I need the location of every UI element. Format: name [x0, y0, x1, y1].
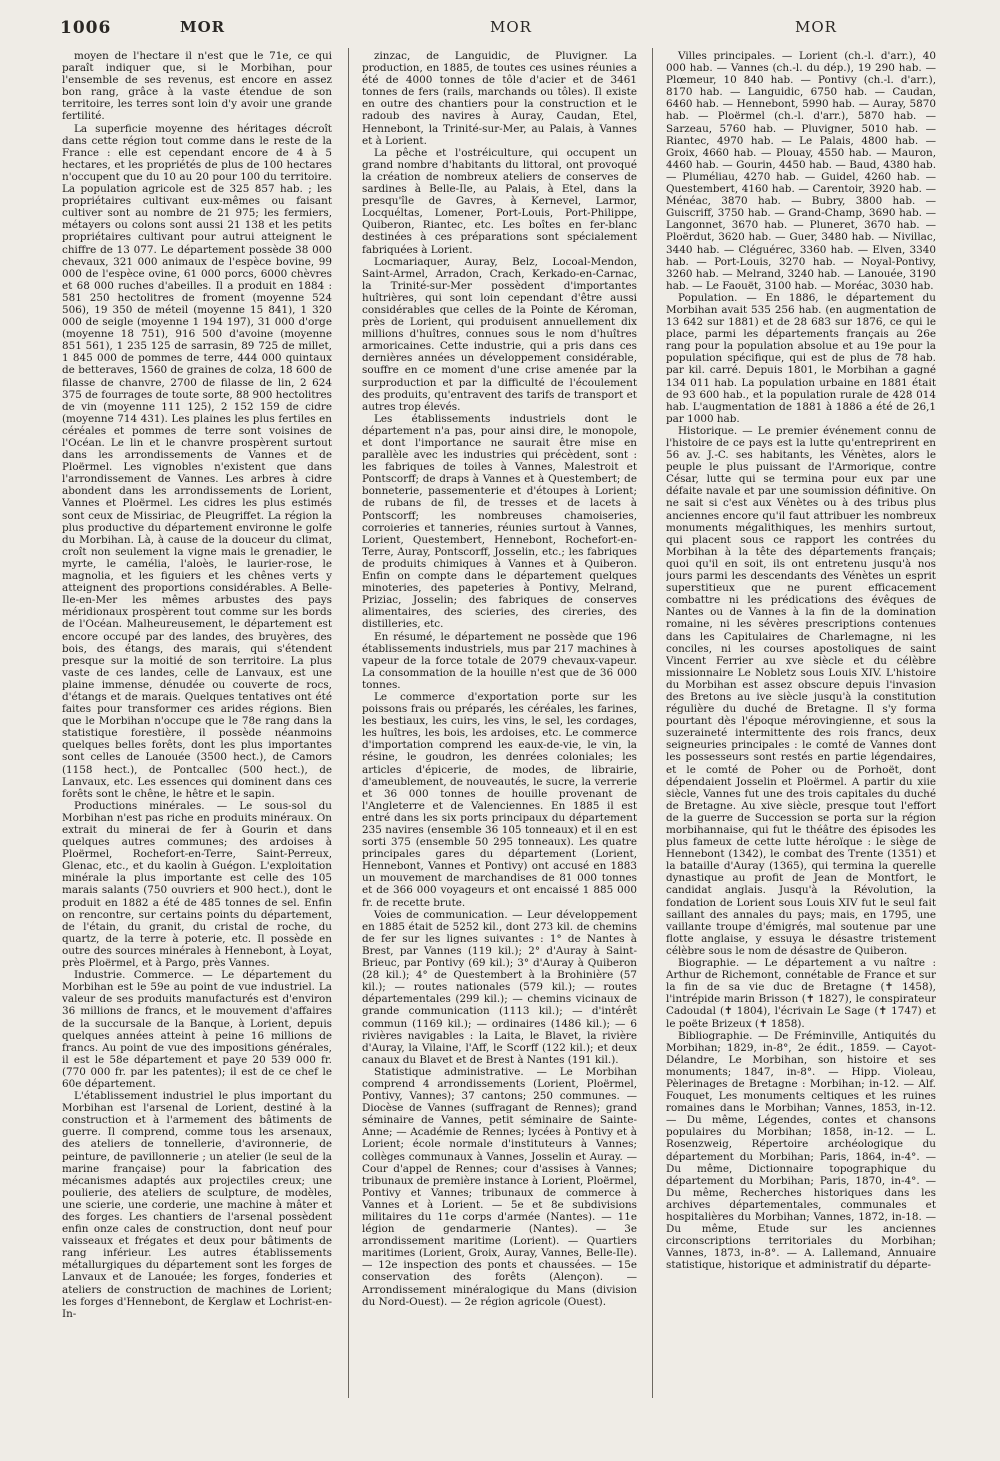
running-head-left: MOR — [180, 18, 226, 36]
paragraph: Le commerce d'exportation porte sur les poissons frais ou préparés, les céréales, les farines, les bestiaux, les cuirs, les vins, le sel, les cordages, les huîtres, les bois, les ardoises, etc. Le commerce d'importation comprend les eaux-de-vie, le vin, la résine, le goudron, les denrées coloniales; les articles d'épicerie, de modes, de librairie, d'ameublement, de nouveautés, le sucre, la verrerie et 36 000 tonnes de houille provenant de l'Angleterre et de Valenciennes. En 1885 il est entré dans les six ports principaux du département 235 navires (ensemble 36 105 tonneaux) et il en est sorti 375 (ensemble 50 295 tonneaux). Les quatre principales gares du département (Lorient, Hennebont, Vannes et Pontivy) ont accusé en 1883 un mouvement de marchandises de 81 000 tonnes et de 366 000 voyageurs et ont encaissé 1 885 000 fr. de recette brute. — [362, 690, 637, 909]
paragraph: L'établissement industriel le plus important du Morbihan est l'arsenal de Lorient, destiné à la construction et à l'armement des bâtiments de guerre. Il comprend, comme tous les arsenaux, des ateliers de tonnellerie, d'avironnerie, de peinture, de pavillonnerie ; un atelier (le seul de la marine française) pour la fabrication des mécanismes adaptés aux projectiles creux; une poulierie, des ateliers de sculpture, de modèles, une scierie, une corderie, une machine à mâter et des forges. Les chantiers de l'arsenal possèdent enfin onze cales de construction, dont neuf pour vaisseaux et frégates et deux pour bâtiments de rang inférieur. Les autres établissements métallurgiques du département sont les forges de Lanvaux et de Lanouée; les forges, fonderies et ateliers de construction de machines de Lorient; les forges d'Hennebont, de Kerglaw et Lochrist-en-In- — [62, 1090, 332, 1320]
paragraph: Les établissements industriels dont le département n'a pas, pour ainsi dire, le monopole, et dont l'importance ne saurait être mise en parallèle avec les industries qui précèdent, sont : les fabriques de toiles à Vannes, Malestroit et Pontscorff; de draps à Vannes et à Questembert; de bonneterie, passementerie et d'étoupes à Lorient; de rubans de fil, de tresses et de lacets à Pontscorff; les nombreuses chamoiseries, corroieries et tanneries, réunies surtout à Vannes, Lorient, Questembert, Hennebont, Rochefort-en-Terre, Auray, Pontscorff, Josselin, etc.; les fabriques de produits chimiques à Vannes et à Quiberon. Enfin on compte dans le département quelques minoteries, des papeteries à Pontivy, Melrand, Priziac, Josselin; des fabriques de conserves alimentaires, des scieries, des cireries, des distilleries, etc. — [362, 412, 637, 631]
paragraph: En résumé, le département ne possède que 196 établissements industriels, mus par 217 machines à vapeur de la force totale de 2079 chevaux-vapeur. La consommation de la houille n'est que de 36 000 tonnes. — [362, 630, 637, 691]
paragraph: Bibliographie. — De Fréminville, Antiquités du Morbihan; 1829, in-8°, 2e édit., 1859. — Cayot-Délandre, Le Morbihan, son histoire et ses monuments; 1847, in-8°. — Hipp. Violeau, Pèlerinages de Bretagne : Morbihan; in-12. — Alf. Fouquet, Les monuments celtiques et les ruines romaines dans le Morbihan; Vannes, 1853, in-12. — Du même, Légendes, contes et chansons populaires du Morbihan; 1858, in-12. — L. Rosenzweig, Répertoire archéologique du département du Morbihan; Paris, 1864, in-4°. — Du même, Dictionnaire topographique du département du Morbihan; Paris, 1870, in-4°. — Du même, Recherches historiques dans les archives départementales, communales et hospitalières du Morbihan; Vannes, 1872, in-18. — Du même, Etude sur les anciennes circonscriptions territoriales du Morbihan; Vannes, 1873, in-8°. — A. Lallemand, Annuaire statistique, historique et administratif du départe- — [666, 1029, 936, 1272]
paragraph: Locmariaquer, Auray, Belz, Locoal-Mendon, Saint-Armel, Arradon, Crach, Kerkado-en-Carnac, la Trinité-sur-Mer possèdent d'importantes huîtrières, qui sont loin cependant d'être aussi considérables que celles de la Pointe de Kéroman, près de Lorient, qui produisent annuellement dix millions d'huîtres, connues sous le nom d'huîtres armoricaines. Cette industrie, qui a pris dans ces dernières années un développement considérable, souffre en ce moment d'une crise amenée par la surproduction et par la difficulté de l'écoulement des produits, qu'entravent des tarifs de transport et autres trop élevés. — [362, 255, 637, 413]
text-column-1 — [62, 50, 332, 1440]
text-column-2 — [362, 50, 637, 1440]
paragraph: Statistique administrative. — Le Morbihan comprend 4 arrondissements (Lorient, Ploërmel, Pontivy, Vannes); 37 cantons; 250 communes. — Diocèse de Vannes (suffragant de Rennes); grand séminaire de Vannes, petit séminaire de Sainte-Anne; — Académie de Rennes; lycées à Pontivy et à Lorient; école normale d'instituteurs à Vannes; collèges communaux à Vannes, Josselin et Auray. — Cour d'appel de Rennes; cour d'assises à Vannes; tribunaux de première instance à Lorient, Ploërmel, Pontivy et Vannes; tribunaux de commerce à Vannes et à Lorient. — 5e et 8e subdivisions militaires du 11e corps d'armée (Nantes). — 11e légion de gendarmerie (Nantes). — 3e arrondissement maritime (Lorient). — Quartiers maritimes (Lorient, Groix, Auray, Vannes, Belle-Ile). — 12e inspection des ponts et chaussées. — 15e conservation des forêts (Alençon). — Arrondissement minéralogique du Mans (division du Nord-Ouest). — 2e région agricole (Ouest). — [362, 1065, 637, 1308]
paragraph: Voies de communication. — Leur développement en 1885 était de 5252 kil., dont 273 kil. de chemins de fer sur les lignes suivantes : 1° de Nantes à Brest, par Vannes (119 kil.); 2° d'Auray à Saint-Brieuc, par Pontivy (69 kil.); 3° d'Auray à Quiberon (28 kil.); 4° de Questembert à la Brohinière (57 kil.); — routes nationales (579 kil.); — routes départementales (299 kil.); — chemins vicinaux de grande communication (1113 kil.); — d'intérêt commun (1169 kil.); — ordinaires (1486 kil.); — 6 rivières navigables : la Laita, le Blavet, la rivière d'Auray, la Vilaine, l'Aff, le Scorff (122 kil.); et deux canaux du Blavet et de Brest à Nantes (191 kil.). — [362, 908, 637, 1066]
paragraph: Industrie. Commerce. — Le département du Morbihan est le 59e au point de vue industriel. La valeur de ses produits manufacturés est d'environ 36 millions de francs, et le mouvement d'affaires de la succursale de la Banque, à Lorient, depuis quelques années atteint à peine 16 millions de francs. Au point de vue des impositions générales, il est le 58e département et paye 20 539 000 fr. (770 000 fr. par les patentes); il est de ce chef le 60e département. — [62, 969, 332, 1090]
paragraph: La pêche et l'ostréiculture, qui occupent un grand nombre d'habitants du littoral, ont provoqué la création de nombreux ateliers de conserves de sardines à Belle-Ile, au Palais, à Etel, dans la presqu'île de Gavres, à Kernevel, Larmor, Locquéltas, Lomener, Port-Louis, Port-Philippe, Quiberon, Riantec, etc. Les boîtes en fer-blanc destinées à ces préparations sont spécialement fabriquées à Lorient. — [362, 146, 637, 256]
text-column-3 — [666, 50, 936, 1440]
column-rule — [652, 48, 653, 1398]
running-head-center: MOR — [490, 18, 532, 36]
paragraph: Historique. — Le premier événement connu de l'histoire de ce pays est la lutte qu'entreprirent en 56 av. J.-C. ses habitants, les Vénètes, alors le peuple le plus puissant de l'Armorique, contre César, lutte qui se termina pour eux par une défaite navale et par une soumission définitive. On ne sait si c'est aux Vénètes ou à des tribus plus anciennes encore qu'il faut attribuer les nombreux monuments mégalithiques, les menhirs surtout, qui placent sous ce rapport les contrées du Morbihan à la tête des départements français; quoi qu'il en soit, ils ont entretenu jusqu'à nos jours parmi les descendants des Vénètes un esprit superstitieux que ne purent efficacement combattre ni les prédications des évêques de Nantes ou de Vannes à la fin de la domination romaine, ni les sévères prescriptions contenues dans les Capitulaires de Charlemagne, ni les conciles, ni les courses apostoliques de saint Vincent Ferrier au xve siècle et du célèbre missionnaire Le Nobletz sous Louis XIV. L'histoire du Morbihan est assez obscure depuis l'invasion des Bretons au ive siècle jusqu'à la constitution régulière du duché de Bretagne. Il s'y forma pourtant dès l'époque mérovingienne, et sous la suzeraineté intermittente des rois francs, deux seigneuries principales : le comté de Vannes dont les possesseurs sont restés en partie légendaires, et le comté de Poher ou de Porhoët, dont dépendaient Josselin et Ploërmel. A partir du xiie siècle, Vannes fut une des trois capitales du duché de Bretagne. Au xive siècle, presque tout l'effort de la guerre de Succession se porta sur la région morbihannaise, qui fut le théâtre des épisodes les plus fameux de cette lutte héroïque : le siège de Hennebont (1342), le combat des Trente (1351) et la bataille d'Auray (1365), qui termina la querelle dynastique au profit de Jean de Montfort, le candidat anglais. Jusqu'à la Révolution, la fondation de Lorient sous Louis XIV fut le seul fait saillant des annales du pays; mais, en 1795, une vaillante troupe d'émigrés, mal soutenue par une flotte anglaise, y essuya le désastre tristement célèbre sous le nom de désastre de Quiberon. — [666, 424, 936, 957]
column-rule — [348, 48, 349, 1398]
paragraph: Villes principales. — Lorient (ch.-l. d'arr.), 40 000 hab. — Vannes (ch.-l. du dép.), 19 290 hab. — Plœmeur, 10 840 hab. — Pontivy (ch.-l. d'arr.), 8170 hab. — Languidic, 6750 hab. — Caudan, 6460 hab. — Hennebont, 5990 hab. — Auray, 5870 hab. — Ploërmel (ch.-l. d'arr.), 5870 hab. — Sarzeau, 5760 hab. — Pluvigner, 5010 hab. — Riantec, 4970 hab. — Le Palais, 4800 hab. — Groix, 4660 hab. — Plouay, 4550 hab. — Mauron, 4460 hab. — Gourin, 4450 hab. — Baud, 4380 hab. — Pluméliau, 4270 hab. — Guidel, 4260 hab. — Questembert, 4160 hab. — Carentoir, 3920 hab. — Ménéac, 3870 hab. — Bubry, 3800 hab. — Guiscriff, 3750 hab. — Grand-Champ, 3690 hab. — Langonnet, 3670 hab. — Pluneret, 3670 hab. — Ploërdut, 3620 hab. — Guer, 3480 hab. — Nivillac, 3440 hab. — Cléguérec, 3360 hab. — Elven, 3340 hab. — Port-Louis, 3270 hab. — Noyal-Pontivy, 3260 hab. — Melrand, 3240 hab. — Lanouée, 3190 hab. — Le Faouët, 3100 hab. — Moréac, 3030 hab. — [666, 50, 936, 292]
paragraph: Population. — En 1886, le département du Morbihan avait 535 256 hab. (en augmentation de 13 642 sur 1881) et de 28 683 sur 1876, ce qui le place, parmi les départements français au 26e rang pour la population absolue et au 19e pour la population spécifique, qui est de plus de 78 hab. par kil. carré. Depuis 1801, le Morbihan a gagné 134 011 hab. La population urbaine en 1881 était de 93 600 hab., et la population rurale de 428 014 hab. L'augmentation de 1881 à 1886 a été de 26,1 par 1000 hab. — [666, 291, 936, 425]
paragraph: La superficie moyenne des héritages décroît dans cette région tout comme dans le reste de la France : elle est cependant encore de 4 à 5 hectares, et les propriétés de plus de 100 hectares n'occupent que du 10 au 20 pour 100 du territoire. La population agricole est de 325 857 hab. ; les propriétaires cultivant eux-mêmes ou faisant cultiver sont au nombre de 21 975; les fermiers, métayers ou colons sont aussi 21 138 et les petits propriétaires cultivant pour autrui atteignent le chiffre de 13 077. Le département possède 38 000 chevaux, 321 000 animaux de l'espèce bovine, 99 000 de l'espèce ovine, 61 000 porcs, 6000 chèvres et 68 000 ruches d'abeilles. Il a produit en 1884 : 581 250 hectolitres de froment (moyenne 524 506), 19 350 de méteil (moyenne 15 841), 1 320 000 de seigle (moyenne 1 194 197), 31 000 d'orge (moyenne 18 751), 916 500 d'avoine (moyenne 851 561), 1 235 125 de sarrasin, 89 725 de millet, 1 845 000 de pommes de terre, 444 000 quintaux de betteraves, 1560 de graines de colza, 18 600 de filasse de chanvre, 2700 de filasse de lin, 2 624 375 de fourrages de toute sorte, 88 900 hectolitres de vin (moyenne 111 125), 2 152 159 de cidre (moyenne 714 431). Les plaines les plus fertiles en céréales et pommes de terre sont voisines de l'Océan. Le lin et le chanvre prospèrent surtout dans les arrondissements de Vannes et de Ploërmel. Les vignobles n'existent que dans l'arrondissement de Vannes. Les arbres à cidre abondent dans les arrondissements de Lorient, Vannes et Ploërmel. Les cidres les plus estimés sont ceux de Missiriac, de Pleugriffet. La région la plus productive du département environne le golfe du Morbihan. Là, à cause de la douceur du climat, croît non seulement la vigne mais le grenadier, le myrte, le camélia, l'aloès, le laurier-rose, le magnolia, et les figuiers et les chênes verts y atteignent des proportions considérables. A Belle-Ile-en-Mer les mêmes arbustes des pays méridionaux prospèrent tout comme sur les bords de l'Océan. Malheureusement, le département est encore occupé par des landes, des bruyères, des bois, des étangs, des marais, qui s'étendent presque sur la moitié de son territoire. La plus vaste de ces landes, celle de Lanvaux, est une plaine immense, dénudée ou couverte de rocs, d'étangs et de marais. Quelques tentatives ont été faites pour transformer ces arides régions. Bien que le Morbihan n'occupe que le 78e rang dans la statistique forestière, il possède néanmoins quelques belles forêts, dont les plus importantes sont celles de Lanouée (3500 hect.), de Camors (1158 hect.), de Pontcallec (500 hect.), de Lanvaux, etc. Les essences qui dominent dans ces forêts sont le chêne, le hêtre et le sapin. — [62, 122, 332, 800]
running-head-right: MOR — [795, 18, 837, 36]
paragraph: Productions minérales. — Le sous-sol du Morbihan n'est pas riche en produits minéraux. On extrait du minerai de fer à Gourin et dans quelques autres communes; des ardoises à Ploërmel, Rochefort-en-Terre, Saint-Perreux, Glenac, etc., et du kaolin à Guégon. L'exploitation minérale la plus importante est celle des 105 marais salants (750 ouvriers et 900 hect.), dont le produit en 1882 a été de 485 tonnes de sel. Enfin on rencontre, sur certains points du département, de l'étain, du granit, du cristal de roche, du quartz, de la terre à poterie, etc. Il possède en outre des sources minérales à Hennebont, à Loyat, près Ploërmel, et à Pargo, près Vannes. — [62, 799, 332, 970]
paragraph: Biographie. — Le département a vu naître : Arthur de Richemont, connétable de France et sur la fin de sa vie duc de Bretagne (✝ 1458), l'intrépide marin Brisson (✝ 1827), le conspirateur Cadoudal (✝ 1804), l'écrivain Le Sage (✝ 1747) et le poëte Brizeux (✝ 1858). — [666, 957, 936, 1030]
paragraph: moyen de l'hectare il n'est que le 71e, ce qui paraît indiquer que, si le Morbihan, pour l'ensemble de ses revenus, est encore en assez bon rang, grâce à la vaste étendue de son territoire, les terres sont loin d'y avoir une grande fertilité. — [62, 50, 332, 123]
page-number: 1006 — [60, 18, 112, 38]
paragraph: zinzac, de Languidic, de Pluvigner. La production, en 1885, de toutes ces usines réunies a été de 4000 tonnes de tôle d'acier et de 3461 tonnes de fers (rails, marchands ou tôles). Il existe en outre des chantiers pour la construction et le radoub des navires à Auray, Caudan, Etel, Hennebont, la Trinité-sur-Mer, au Palais, à Vannes et à Lorient. — [362, 50, 637, 147]
